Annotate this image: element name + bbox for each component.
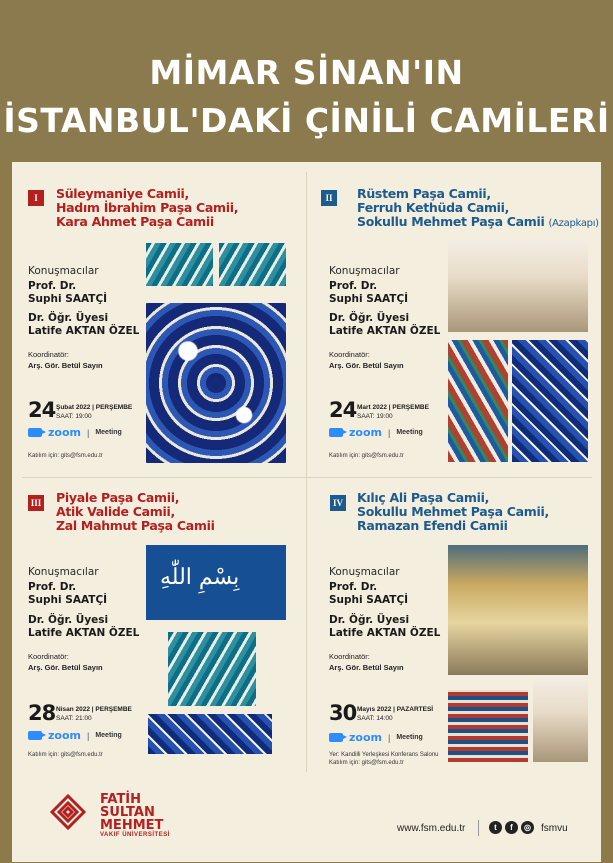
- zoom-meeting[interactable]: [28, 426, 122, 439]
- coordinator-label: Koordinatör:: [28, 350, 69, 359]
- meeting-label: Meeting: [396, 734, 423, 741]
- section-numeral: I: [28, 190, 44, 206]
- zoom-meeting[interactable]: [28, 729, 122, 742]
- separator: [478, 820, 479, 836]
- mosque-list: [56, 491, 215, 533]
- zoom-label: zoom: [48, 729, 81, 742]
- section-numeral: II: [321, 190, 337, 206]
- calligraphy-tile-photo: [146, 545, 286, 620]
- page-title-line1: MİMAR SİNAN'IN: [149, 53, 464, 92]
- coordinator-name: Arş. Gör. Betül Sayın: [28, 663, 103, 672]
- mosque-name: Zal Mahmut Paşa Camii: [56, 518, 215, 533]
- mosque-name: Rüstem Paşa Camii,: [357, 186, 491, 201]
- calligraphy-icon: بِسْمِ اللّٰهِ: [160, 565, 240, 590]
- event-venue: Yer: Kandilli Yerleşkesi Konferans Salonu: [329, 752, 439, 758]
- university-name-line: FATİH: [100, 792, 142, 807]
- event-month: Nisan 2022 | PERŞEMBE: [56, 706, 132, 713]
- speaker-1: [28, 280, 107, 306]
- coordinator-name: Arş. Gör. Betül Sayın: [329, 663, 404, 672]
- speaker-1: [329, 280, 408, 306]
- event-day: 24: [28, 398, 56, 422]
- mosque-name: Hadım İbrahim Paşa Camii,: [56, 200, 239, 215]
- facebook-icon[interactable]: f: [505, 821, 518, 834]
- speaker-title: Prof. Dr.: [28, 280, 77, 292]
- coordinator-label: Koordinatör:: [329, 652, 370, 661]
- event-date-info: [357, 403, 429, 421]
- zoom-label: zoom: [349, 426, 382, 439]
- university-name: [100, 793, 163, 832]
- coordinator: [329, 651, 404, 673]
- zoom-camera-icon: [329, 733, 343, 742]
- speaker-2: [28, 312, 139, 338]
- tile-photo: [448, 690, 528, 762]
- mihrab-photo: [448, 545, 588, 675]
- speaker-title: Prof. Dr.: [28, 581, 77, 593]
- event-time: SAAT: 21:00: [56, 715, 92, 722]
- divider-horizontal: [22, 477, 592, 478]
- speakers-heading: Konuşmacılar: [28, 566, 99, 578]
- speaker-name: Latife AKTAN ÖZEL: [329, 325, 441, 337]
- event-time: SAAT: 19:00: [56, 413, 92, 420]
- meeting-label: Meeting: [95, 732, 122, 739]
- zoom-meeting[interactable]: [329, 731, 423, 744]
- zoom-camera-icon: [28, 731, 42, 740]
- event-date-info: [357, 705, 433, 723]
- coordinator-label: Koordinatör:: [329, 350, 370, 359]
- minbar-photo: [533, 678, 588, 762]
- event-date-info: [56, 403, 132, 421]
- tile-photo: [148, 714, 272, 754]
- mosque-name: Sokullu Mehmet Paşa Camii: [357, 214, 545, 229]
- speaker-1: [28, 581, 107, 607]
- mosque-list: [56, 187, 238, 229]
- registration-contact: Katılım için: gits@fsm.edu.tr: [329, 760, 404, 766]
- speaker-name: Latife AKTAN ÖZEL: [28, 627, 140, 639]
- zoom-label: zoom: [349, 731, 382, 744]
- speaker-name: Suphi SAATÇİ: [28, 293, 108, 305]
- speaker-2: [329, 312, 440, 338]
- event-date-info: [56, 705, 132, 723]
- separator: |: [387, 732, 391, 743]
- meeting-label: Meeting: [396, 429, 423, 436]
- zoom-meeting[interactable]: [329, 426, 423, 439]
- university-name-line: MEHMET: [100, 818, 164, 833]
- mosque-name: Kılıç Ali Paşa Camii,: [357, 490, 490, 505]
- section-numeral: IV: [330, 495, 346, 511]
- speaker-name: Suphi SAATÇİ: [329, 594, 409, 606]
- tile-photo: [219, 243, 286, 286]
- event-time: SAAT: 14:00: [357, 715, 393, 722]
- university-name-line: SULTAN: [100, 805, 155, 820]
- mosque-note: (Azapkapı): [548, 218, 599, 229]
- separator: |: [387, 427, 391, 438]
- mosque-name: Kara Ahmet Paşa Camii: [56, 214, 214, 229]
- zoom-label: zoom: [48, 426, 81, 439]
- speakers-heading: Konuşmacılar: [28, 265, 99, 277]
- website-link[interactable]: www.fsm.edu.tr: [397, 823, 466, 834]
- page-title-line2: İSTANBUL'DAKİ ÇİNİLİ CAMİLERİ: [3, 101, 610, 140]
- coordinator-name: Arş. Gör. Betül Sayın: [28, 361, 103, 370]
- speaker-name: Suphi SAATÇİ: [329, 293, 409, 305]
- speaker-title: Prof. Dr.: [329, 280, 378, 292]
- speaker-title: Prof. Dr.: [329, 581, 378, 593]
- registration-contact: Katılım için: gits@fsm.edu.tr: [329, 453, 404, 459]
- university-subtitle: VAKIF ÜNİVERSİTESİ: [100, 832, 170, 838]
- speaker-title: Dr. Öğr. Üyesi: [329, 614, 410, 626]
- mosque-name: Ramazan Efendi Camii: [357, 518, 508, 533]
- mosque-list: [357, 187, 599, 231]
- mosque-name: Süleymaniye Camii,: [56, 186, 189, 201]
- section-numeral: III: [28, 495, 44, 511]
- speaker-2: [329, 614, 440, 640]
- speaker-name: Latife AKTAN ÖZEL: [329, 627, 441, 639]
- separator: |: [86, 730, 90, 741]
- mosque-name: Ferruh Kethüda Camii,: [357, 200, 510, 215]
- speaker-2: [28, 614, 139, 640]
- tile-photo: [146, 303, 286, 463]
- event-time: SAAT: 19:00: [357, 413, 393, 420]
- speaker-title: Dr. Öğr. Üyesi: [28, 312, 109, 324]
- registration-contact: Katılım için: gits@fsm.edu.tr: [28, 752, 103, 758]
- instagram-icon[interactable]: ◎: [521, 821, 534, 834]
- meeting-label: Meeting: [95, 429, 122, 436]
- tile-photo: [512, 340, 588, 462]
- coordinator: [28, 651, 103, 673]
- speakers-heading: Konuşmacılar: [329, 566, 400, 578]
- speaker-name: Suphi SAATÇİ: [28, 594, 108, 606]
- social-handle[interactable]: fsmvu: [541, 823, 568, 834]
- mosque-interior-photo: [448, 240, 588, 332]
- speaker-name: Latife AKTAN ÖZEL: [28, 325, 140, 337]
- event-month: Şubat 2022 | PERŞEMBE: [56, 404, 133, 411]
- twitter-icon[interactable]: t: [489, 821, 502, 834]
- coordinator: [329, 349, 404, 371]
- mosque-name: Sokullu Mehmet Paşa Camii,: [357, 504, 549, 519]
- tile-photo: [146, 243, 213, 286]
- event-month: Mart 2022 | PERŞEMBE: [357, 404, 429, 411]
- tile-photo: [448, 340, 508, 462]
- coordinator-label: Koordinatör:: [28, 652, 69, 661]
- tile-photo: [168, 632, 256, 706]
- divider-vertical: [306, 172, 307, 772]
- event-month: Mayıs 2022 | PAZARTESİ: [357, 706, 434, 713]
- university-logo-icon: [44, 788, 92, 836]
- mosque-name: Piyale Paşa Camii,: [56, 490, 180, 505]
- coordinator: [28, 349, 103, 371]
- mosque-name: Atik Valide Camii,: [56, 504, 175, 519]
- coordinator-name: Arş. Gör. Betül Sayın: [329, 361, 404, 370]
- registration-contact: Katılım için: gits@fsm.edu.tr: [28, 453, 103, 459]
- zoom-camera-icon: [28, 428, 42, 437]
- speaker-title: Dr. Öğr. Üyesi: [329, 312, 410, 324]
- event-day: 30: [329, 701, 357, 725]
- speaker-1: [329, 581, 408, 607]
- mosque-list: [357, 491, 549, 533]
- event-day: 24: [329, 398, 357, 422]
- speaker-title: Dr. Öğr. Üyesi: [28, 614, 109, 626]
- separator: |: [86, 427, 90, 438]
- speakers-heading: Konuşmacılar: [329, 265, 400, 277]
- zoom-camera-icon: [329, 428, 343, 437]
- event-day: 28: [28, 701, 56, 725]
